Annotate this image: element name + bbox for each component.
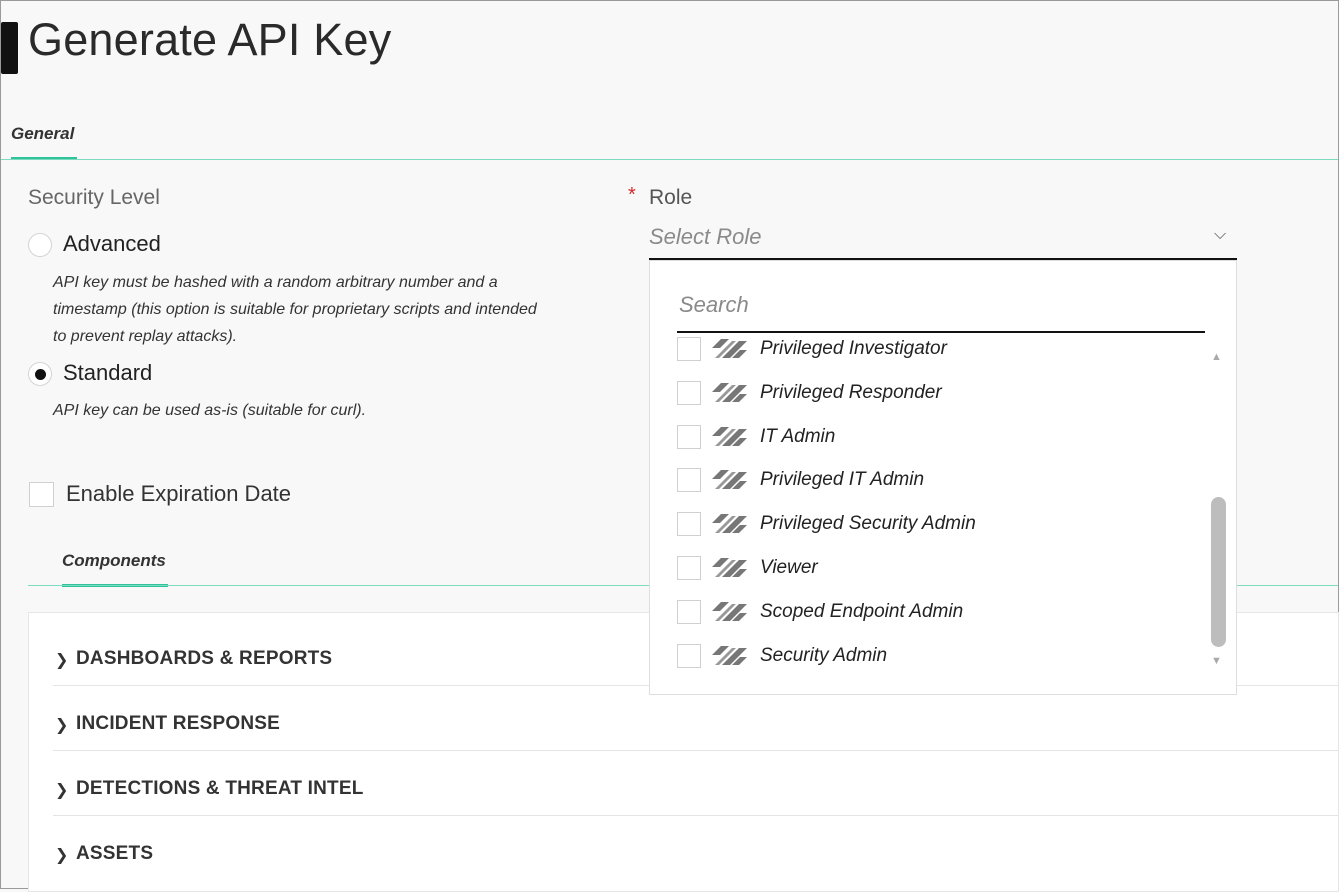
role-search-input[interactable]	[679, 289, 1179, 321]
role-option-label: Privileged IT Admin	[760, 469, 925, 490]
role-select-placeholder: Select Role	[649, 224, 762, 249]
role-icon	[712, 337, 748, 361]
role-option-checkbox[interactable]	[677, 468, 701, 492]
standard-radio[interactable]	[28, 362, 52, 386]
role-select[interactable]	[649, 220, 1237, 260]
security-level-label: Security Level	[28, 186, 160, 209]
role-icon	[712, 468, 748, 492]
role-dropdown	[649, 260, 1237, 695]
chevron-right-icon: ❯	[55, 652, 69, 669]
role-option-checkbox[interactable]	[677, 512, 701, 536]
role-icon	[712, 381, 748, 405]
page-title: Generate API Key	[28, 14, 392, 65]
tab-general[interactable]: General	[11, 124, 75, 143]
role-option[interactable]	[677, 417, 1197, 457]
advanced-label[interactable]: Advanced	[63, 231, 161, 256]
role-icon	[712, 556, 748, 580]
role-option-label: Viewer	[760, 557, 818, 578]
role-option-checkbox[interactable]	[677, 425, 701, 449]
role-icon	[712, 425, 748, 449]
role-option-label: IT Admin	[760, 426, 836, 447]
scroll-up-arrow-icon[interactable]: ▲	[1211, 351, 1222, 363]
role-option[interactable]	[677, 636, 1197, 676]
accordion-assets[interactable]	[53, 817, 1339, 881]
role-search-box	[677, 283, 1205, 333]
scroll-down-arrow-icon[interactable]: ▼	[1211, 655, 1222, 667]
role-option[interactable]	[677, 504, 1197, 544]
tab-components[interactable]: Components	[62, 551, 166, 570]
accordion-label: INCIDENT RESPONSE	[76, 713, 280, 734]
role-option-label: Scoped Endpoint Admin	[760, 601, 964, 622]
role-option-checkbox[interactable]	[677, 556, 701, 580]
advanced-desc-line: API key must be hashed with a random arbitrary number and a	[53, 274, 498, 291]
advanced-desc-line: timestamp (this option is suitable for proprietary scripts and intended	[53, 301, 537, 318]
accordion-label: DETECTIONS & THREAT INTEL	[76, 778, 364, 799]
chevron-right-icon: ❯	[55, 782, 69, 799]
role-icon	[712, 512, 748, 536]
role-option[interactable]	[677, 592, 1197, 632]
scrollbar-thumb[interactable]	[1211, 497, 1226, 647]
required-asterisk: *	[628, 184, 636, 206]
expiration-label[interactable]: Enable Expiration Date	[66, 481, 292, 506]
role-option[interactable]	[677, 548, 1197, 588]
role-option[interactable]	[677, 329, 1197, 369]
expiration-checkbox[interactable]	[29, 482, 54, 507]
chevron-down-icon[interactable]: ⌵	[1214, 226, 1227, 243]
accordion-label: ASSETS	[76, 843, 154, 864]
role-label: Role	[649, 186, 693, 209]
chevron-right-icon: ❯	[55, 847, 69, 864]
role-option[interactable]	[677, 460, 1197, 500]
role-option-label: Privileged Responder	[760, 382, 942, 403]
role-option-label: Privileged Investigator	[760, 338, 947, 359]
title-accent-bar	[1, 22, 18, 74]
chevron-right-icon: ❯	[55, 717, 69, 734]
role-icon	[712, 644, 748, 668]
accordion-incident-response[interactable]	[53, 687, 1339, 751]
role-icon	[712, 600, 748, 624]
tab-divider	[1, 159, 1338, 160]
role-option-checkbox[interactable]	[677, 600, 701, 624]
advanced-desc-line: to prevent replay attacks).	[53, 328, 238, 345]
role-option-label: Privileged Security Admin	[760, 513, 976, 534]
role-option-checkbox[interactable]	[677, 337, 701, 361]
accordion-detections-threat-intel[interactable]	[53, 752, 1339, 816]
role-option-label: Security Admin	[760, 645, 888, 666]
advanced-description	[53, 269, 593, 350]
standard-label[interactable]: Standard	[63, 360, 153, 385]
standard-description: API key can be used as-is (suitable for curl).	[53, 402, 367, 419]
accordion-label: DASHBOARDS & REPORTS	[76, 648, 333, 669]
role-option-checkbox[interactable]	[677, 644, 701, 668]
advanced-radio[interactable]	[28, 233, 52, 257]
role-option-checkbox[interactable]	[677, 381, 701, 405]
role-option[interactable]	[677, 373, 1197, 413]
